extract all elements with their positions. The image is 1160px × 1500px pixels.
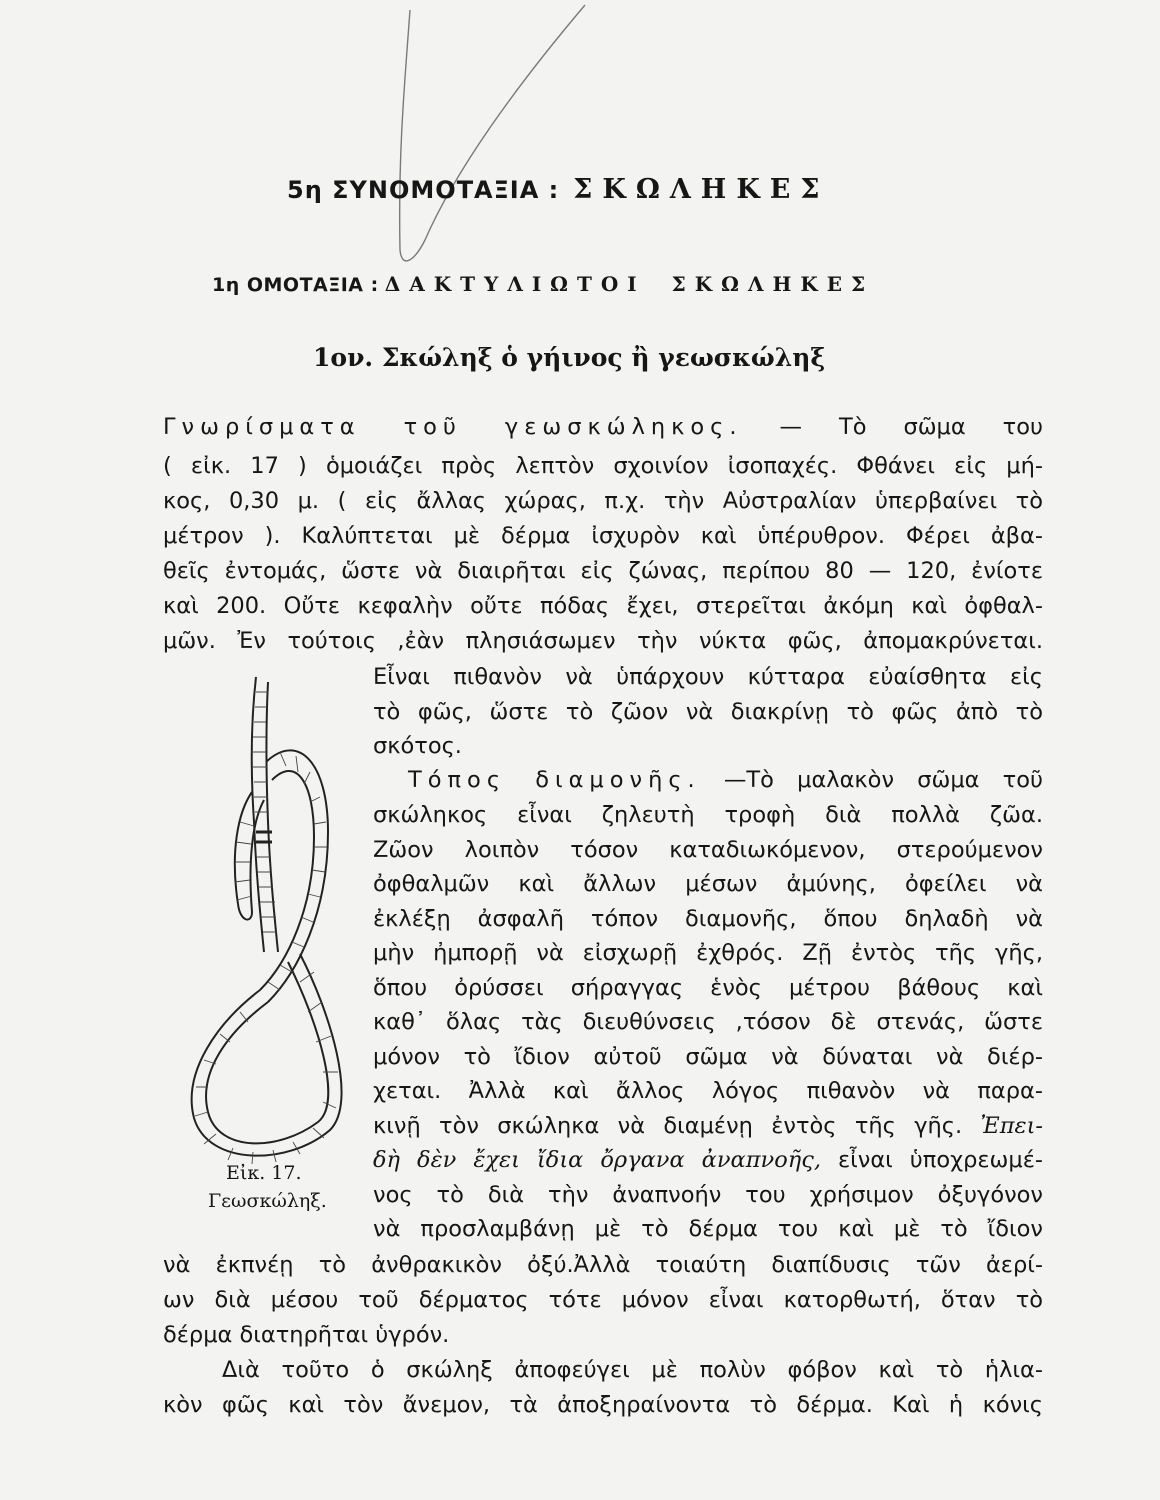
earthworm-illustration [168, 672, 353, 1172]
lead-term: Τόπος διαμονῆς. [408, 767, 701, 793]
text-line: χεται. Ἀλλὰ καὶ ἄλλος λόγος πιθανὸν νὰ παρα- [373, 1078, 1043, 1104]
text-line: σκώληκος εἶναι ζηλευτὴ τροφὴ διὰ πολλὰ ζῶα. [373, 802, 1043, 828]
text-line: μῶν. Ἐν τούτοις ,ἐὰν πλησιάσωμεν τὴν νύκτα φῶς, ἀπομακρύνεται. [163, 628, 1043, 654]
class-title-prefix: 1η ΟΜΟΤΑΞΙΑ : [212, 274, 379, 296]
text-line: Εἶναι πιθανὸν νὰ ὑπάρχουν κύτταρα εὐαίσθητα εἰς [373, 664, 1043, 690]
text-line: νὰ ἐκπνέῃ τὸ ἀνθρακικὸν ὀξύ.Ἀλλὰ τοιαύτη διαπίδυσις τῶν ἀερί- [163, 1252, 1043, 1278]
text-line: ὀφθαλμῶν καὶ ἄλλων μέσων ἀμύνης, ὀφείλει νὰ [373, 871, 1043, 897]
text-line: κὸν φῶς καὶ τὸν ἄνεμον, τὰ ἀποξηραίνοντα τὸ δέρμα. Καὶ ἡ κόνις [163, 1392, 1043, 1418]
text-line: μὴν ἠμπορῇ νὰ εἰσχωρῇ ἐχθρός. Ζῇ ἐντὸς τῆς γῆς, [373, 940, 1043, 966]
text-run: κινῇ τὸν σκώληκα νὰ διαμένῃ ἐντὸς τῆς γῆς. [373, 1113, 981, 1139]
class-title [212, 272, 874, 296]
text-line [373, 1111, 1043, 1141]
italic-run: δὴ δὲν ἔχει ἴδια ὄργανα ἀναπνοῆς, [373, 1147, 821, 1173]
text-line: καθ᾽ ὅλας τὰς διευθύνσεις ,τόσον δὲ στενάς, ὥστε [373, 1009, 1043, 1035]
text-run: — Τὸ σῶμα του [742, 414, 1044, 440]
text-line: νὰ προσλαμβάνῃ μὲ τὸ δέρμα του καὶ μὲ τὸ ἴδιον [373, 1216, 1043, 1242]
section-title [287, 174, 829, 205]
text-line: μόνον τὸ ἴδιον αὐτοῦ σῶμα νὰ δύναται νὰ διέρ- [373, 1044, 1043, 1070]
pencil-mark [330, 0, 590, 300]
species-title: 1ον. Σκώληξ ὁ γήινος ἢ γεωσκώληξ [313, 343, 826, 372]
text-line: θεῖς ἐντομάς, ὥστε νὰ διαιρῆται εἰς ζώνας, περίπου 80 — 120, ἐνίοτε [163, 558, 1043, 584]
text-line [373, 1145, 1043, 1175]
text-line: Διὰ τοῦτο ὁ σκώληξ ἀποφεύγει μὲ πολὺν φόβον καὶ τὸ ἡλια- [222, 1357, 1043, 1383]
text-line [408, 765, 1043, 795]
text-line: ων διὰ μέσου τοῦ δέρματος τότε μόνον εἶναι κατορθωτή, ὅταν τὸ [163, 1287, 1043, 1313]
text-run: εἶναι ὑποχρεωμέ- [820, 1147, 1043, 1173]
section-title-prefix: 5η ΣΥΝΟΜΟΤΑΞΙΑ : [287, 176, 560, 204]
text-line: δέρμα διατηρῆται ὑγρόν. [163, 1322, 450, 1348]
text-line: τὸ φῶς, ὥστε τὸ ζῶον νὰ διακρίνῃ τὸ φῶς ἀπὸ τὸ [373, 699, 1043, 725]
text-line: ( εἰκ. 17 ) ὁμοιάζει πρὸς λεπτὸν σχοινίον ἰσοπαχές. Φθάνει εἰς μή- [163, 453, 1043, 479]
text-line: νος τὸ διὰ τὴν ἀναπνοήν του χρήσιμον ὀξυγόνον [373, 1182, 1043, 1208]
class-title-word2: ΣΚΩΛΗΚΕΣ [671, 272, 875, 296]
text-line: κος, 0,30 μ. ( εἰς ἄλλας χώρας, π.χ. τὴν Αὐστραλίαν ὑπερβαίνει τὸ [163, 488, 1043, 514]
text-line: ὅπου ὀρύσσει σήραγγας ἑνὸς μέτρου βάθους καὶ [373, 975, 1043, 1001]
lead-term: Γνωρίσματα τοῦ γεωσκώληκος. [163, 414, 743, 440]
figure-number: Εἰκ. 17. [226, 1162, 302, 1184]
text-run: —Τὸ μαλακὸν σῶμα τοῦ [700, 767, 1043, 793]
figure-caption: Γεωσκώληξ. [208, 1190, 327, 1212]
section-title-spaced: ΣΚΩΛΗΚΕΣ [573, 174, 830, 205]
italic-run: Ἐπει- [980, 1113, 1043, 1139]
text-line: καὶ 200. Οὔτε κεφαλὴν οὔτε πόδας ἔχει, στερεῖται ἀκόμη καὶ ὀφθαλ- [163, 593, 1043, 619]
class-title-word1: ΔΑΚΤΥΛΙΩΤΟΙ [384, 272, 646, 296]
text-line [163, 412, 1043, 442]
text-line: ἐκλέξῃ ἀσφαλῆ τόπον διαμονῆς, ὅπου δηλαδὴ νὰ [373, 906, 1043, 932]
text-line: μέτρον ). Καλύπτεται μὲ δέρμα ἰσχυρὸν καὶ ὑπέρυθρον. Φέρει ἀβα- [163, 523, 1043, 549]
text-line: σκότος. [373, 733, 462, 759]
text-line: Ζῶον λοιπὸν τόσον καταδιωκόμενον, στερούμενον [373, 837, 1043, 863]
